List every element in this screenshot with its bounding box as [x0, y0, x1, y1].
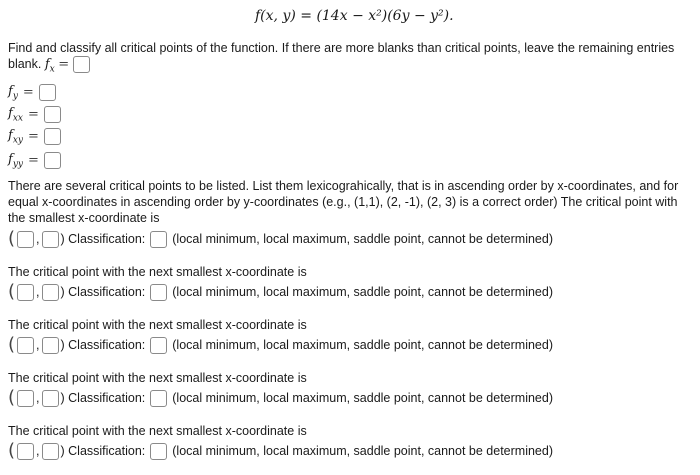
fxx-label: $f_{xx}$ [8, 106, 23, 124]
fy-label: $f_y$ [8, 84, 18, 102]
fyy-label: $f_{yy}$ [8, 152, 23, 170]
cp2-y-input[interactable] [42, 284, 59, 301]
cp4-y-input[interactable] [42, 390, 59, 407]
critical-point-row-2 [8, 283, 553, 301]
fxx-equals: = [27, 107, 39, 123]
listing-instructions: There are several critical points to be listed. List them lexicograhically, that is in ascending order by x-coordinates, and for equal x-coordinates in ascending order by y-coordinates (e.g., (1,1), (2, -1), (2, 3) is a correct order) The critical point with the smallest x-coordinate is [8, 179, 679, 225]
instructions-text: Find and classify all critical points of the function. If there are more blanks than critical points, leave the remaining entries blank. [8, 41, 675, 71]
classification-options: (local minimum, local maximum, saddle point, cannot be determined) [172, 391, 553, 405]
next-point-label-2: The critical point with the next smallest x-coordinate is [8, 265, 307, 279]
fx-equals: = [58, 57, 70, 72]
cp2-classification-input[interactable] [150, 284, 167, 301]
cp1-x-input[interactable] [17, 231, 34, 248]
cp5-y-input[interactable] [42, 443, 59, 460]
cp3-x-input[interactable] [17, 337, 34, 354]
next-point-label-5: The critical point with the next smallest x-coordinate is [8, 424, 307, 438]
function-formula: f(x, y) = (14x − x²)(6y − y²). [255, 8, 454, 24]
classification-options: (local minimum, local maximum, saddle point, cannot be determined) [172, 444, 553, 458]
cp4-x-input[interactable] [17, 390, 34, 407]
fyy-row [8, 152, 61, 170]
classification-label: ) Classification: [60, 391, 146, 405]
cp4-classification-input[interactable] [150, 390, 167, 407]
fxx-row [8, 106, 61, 124]
open-paren: ( [8, 387, 16, 408]
cp1-classification-input[interactable] [150, 231, 167, 248]
instructions [8, 40, 693, 78]
comma: , [36, 444, 40, 458]
cp2-x-input[interactable] [17, 284, 34, 301]
open-paren: ( [8, 281, 16, 302]
fxy-row [8, 128, 61, 146]
classification-options: (local minimum, local maximum, saddle point, cannot be determined) [172, 338, 553, 352]
fyy-answer-input[interactable] [44, 152, 61, 169]
fxx-answer-input[interactable] [44, 106, 61, 123]
cp3-y-input[interactable] [42, 337, 59, 354]
open-paren: ( [8, 228, 16, 249]
fy-answer-input[interactable] [39, 84, 56, 101]
comma: , [36, 285, 40, 299]
fxy-equals: = [27, 129, 39, 145]
critical-point-row-3 [8, 336, 553, 354]
classification-options: (local minimum, local maximum, saddle point, cannot be determined) [172, 285, 553, 299]
classification-label: ) Classification: [60, 232, 146, 246]
comma: , [36, 232, 40, 246]
open-paren: ( [8, 440, 16, 461]
comma: , [36, 338, 40, 352]
fx-label: $f_x$ [44, 57, 55, 75]
next-point-label-3: The critical point with the next smallest x-coordinate is [8, 318, 307, 332]
critical-point-row-5 [8, 442, 553, 460]
fy-equals: = [22, 85, 34, 101]
classification-label: ) Classification: [60, 338, 146, 352]
cp5-x-input[interactable] [17, 443, 34, 460]
classification-label: ) Classification: [60, 285, 146, 299]
fx-answer-input[interactable] [73, 56, 90, 73]
critical-point-row-4 [8, 389, 553, 407]
fxy-label: $f_{xy}$ [8, 128, 23, 146]
next-point-label-4: The critical point with the next smallest x-coordinate is [8, 371, 307, 385]
critical-point-row-1 [8, 230, 553, 248]
fy-row [8, 84, 56, 102]
comma: , [36, 391, 40, 405]
cp5-classification-input[interactable] [150, 443, 167, 460]
cp3-classification-input[interactable] [150, 337, 167, 354]
fxy-answer-input[interactable] [44, 128, 61, 145]
fyy-equals: = [27, 153, 39, 169]
classification-options: (local minimum, local maximum, saddle point, cannot be determined) [172, 232, 553, 246]
open-paren: ( [8, 334, 16, 355]
cp1-y-input[interactable] [42, 231, 59, 248]
classification-label: ) Classification: [60, 444, 146, 458]
